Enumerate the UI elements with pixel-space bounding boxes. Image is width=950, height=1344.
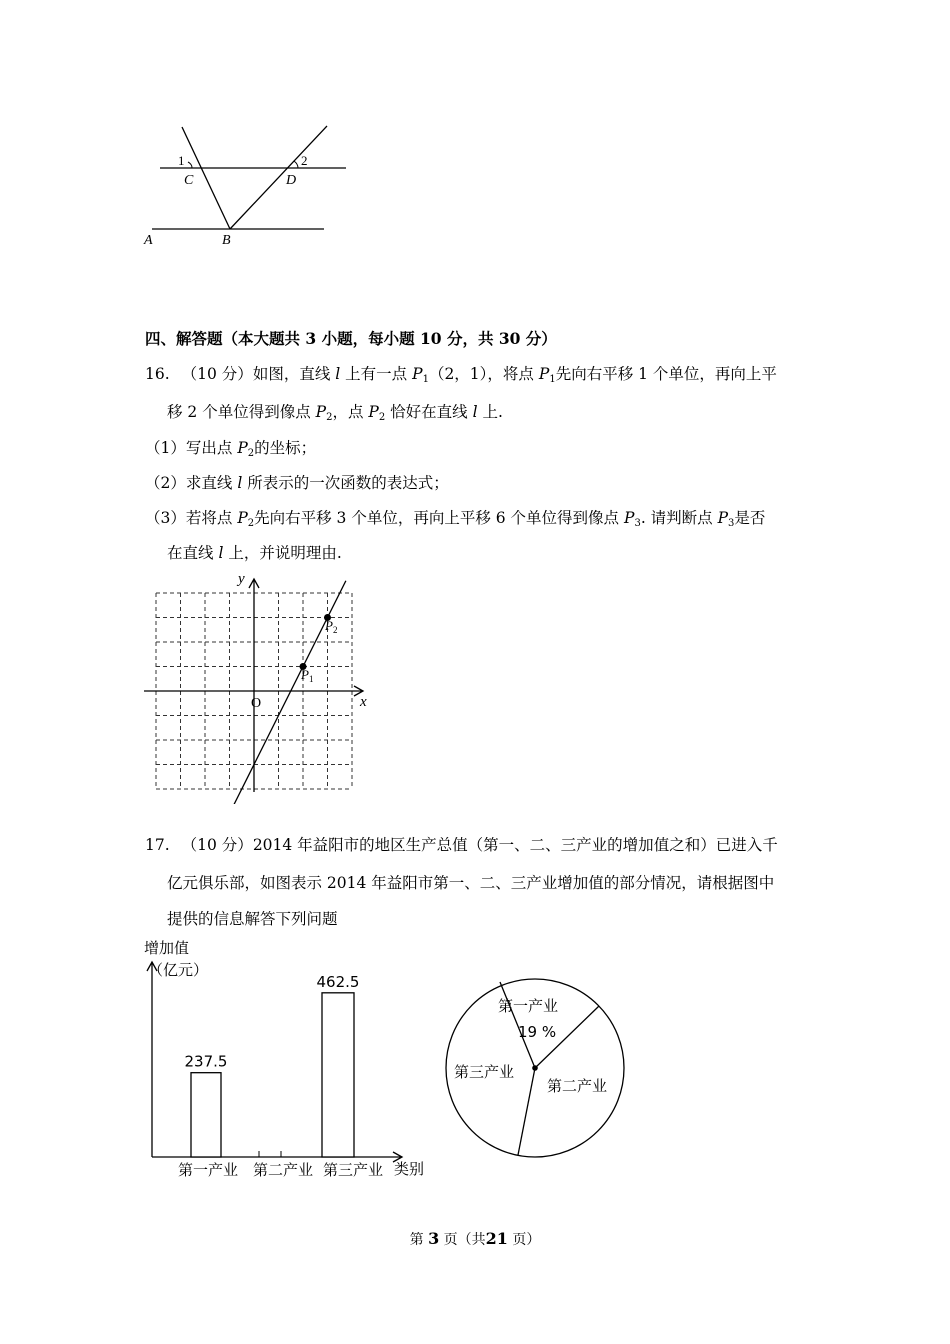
bar-category-label: 第一产业 [177,1161,239,1179]
bar-value-label: 237.5 [184,1052,228,1071]
origin-label: O [251,696,262,711]
q17-line3: 提供的信息解答下列问题 [167,910,338,928]
q16-text: 上，并说明理由. [228,544,342,562]
footer-text: 页） [512,1232,541,1248]
q17-line1 [145,835,778,855]
p-subscript: 1 [422,374,429,385]
q16-text: ，将点 [487,365,534,383]
q17-line2: 亿元俱乐部，如图表示 2014 年益阳市第一、二、三产业增加值的部分情况，请根据图中 [167,874,775,892]
p-subscript: 2 [326,412,333,423]
pie-label-primary: 第一产业 [498,997,559,1015]
line-bd [230,126,327,229]
q16-text: 是否 [734,509,766,527]
q16-text: 如图，直线 [252,365,331,383]
bar-category-label: 第三产业 [322,1161,384,1179]
bars-group [178,973,383,1179]
q16-text: 先向右平移 1 个单位，再向上平 [555,365,777,383]
p-symbol: P [412,365,423,383]
footer-text: 页（共 [443,1232,486,1248]
q16-text: 所表示的一次函数的表达式； [247,474,449,492]
p-subscript: 1 [549,374,556,385]
section-heading: 四、解答题（本大题共 3 小题，每小题 10 分，共 30 分） [145,329,557,348]
angle1-label: 1 [178,153,185,168]
q16-number: 16. [145,365,170,383]
pie-center [532,1065,538,1071]
q16-text: 的坐标； [254,439,317,457]
point-d-label: D [286,173,297,188]
pie-chart [440,975,640,1165]
angle2-arc [294,161,298,168]
q16-part3-cont [167,543,342,563]
bar-y-label: 增加值 [144,939,190,957]
line-l-symbol: l [218,544,224,562]
q16-text: （1）写出点 [145,439,233,457]
p-symbol: P [717,509,729,527]
q16-line1 [145,364,777,384]
point-a-label: A [144,233,153,248]
bar-3 [322,993,354,1157]
footer-page-number: 3 [428,1229,440,1248]
p-subscript: 3 [728,518,735,529]
y-axis-label: y [238,571,245,587]
pie-divider [518,1068,535,1155]
bar-category-label: 第二产业 [252,1161,314,1179]
bar-y-unit: （亿元） [148,961,209,979]
angle2-label: 2 [301,153,308,168]
pie-label-tertiary: 第三产业 [454,1063,515,1081]
bar-value-label: 462.5 [316,972,360,991]
p-symbol: P [237,439,248,457]
q17-score: （10 分） [181,836,253,854]
bar-1 [191,1073,221,1157]
p-symbol: P [538,365,550,383]
line-l-symbol: l [472,403,478,421]
pie-label-secondary: 第二产业 [547,1077,608,1095]
q16-text: 上. [482,403,503,421]
q16-text: 移 2 个单位得到像点 [167,403,311,421]
x-axis-label: x [360,694,367,710]
q16-text: （2）求直线 [145,474,233,492]
q16-text: 在直线 [167,544,214,562]
p-symbol: P [237,509,248,527]
q16-text: . 请判断点 [640,509,713,527]
line-l-symbol: l [335,365,341,383]
p1-coordinates: （2，1） [428,365,488,383]
footer-total-pages: 21 [485,1229,508,1248]
p2-label: $P_2$ [325,618,338,635]
footer-text: 第 [409,1232,424,1248]
q16-score: （10 分） [181,365,253,383]
p-subscript: 3 [634,518,641,529]
q17-number: 17. [145,836,170,854]
q16-text: 先向右平移 3 个单位，再向上平移 6 个单位得到像点 [254,509,620,527]
p-symbol: P [368,403,379,421]
parallel-lines-figure [140,120,360,250]
point-c-label: C [184,173,194,188]
line-l-symbol: l [237,474,243,492]
q16-text: （3）若将点 [145,509,233,527]
page-footer [0,1229,950,1250]
q16-line2 [167,402,503,422]
q16-part1 [145,438,316,458]
p-subscript: 2 [247,448,255,459]
p1-label: $P_1$ [301,667,314,684]
p-symbol: P [315,403,327,421]
p-subscript: 2 [247,518,255,529]
point-b-label: B [222,233,231,248]
q16-text: ，点 [332,403,364,421]
bar-chart [140,935,440,1185]
bar-x-label: 类别 [394,1160,425,1178]
coordinate-grid-figure [140,568,380,804]
q16-text: 恰好在直线 [390,403,468,421]
q16-part3 [145,508,765,528]
angle1-arc [188,162,192,168]
p-subscript: 2 [378,412,386,423]
p-symbol: P [624,509,635,527]
q16-text: 上有一点 [345,365,408,383]
q16-part2 [145,473,449,493]
q17-text: 2014 年益阳市的地区生产总值（第一、二、三产业的增加值之和）已进入千 [252,836,778,854]
pie-percent-primary: 19 % [518,1023,557,1041]
